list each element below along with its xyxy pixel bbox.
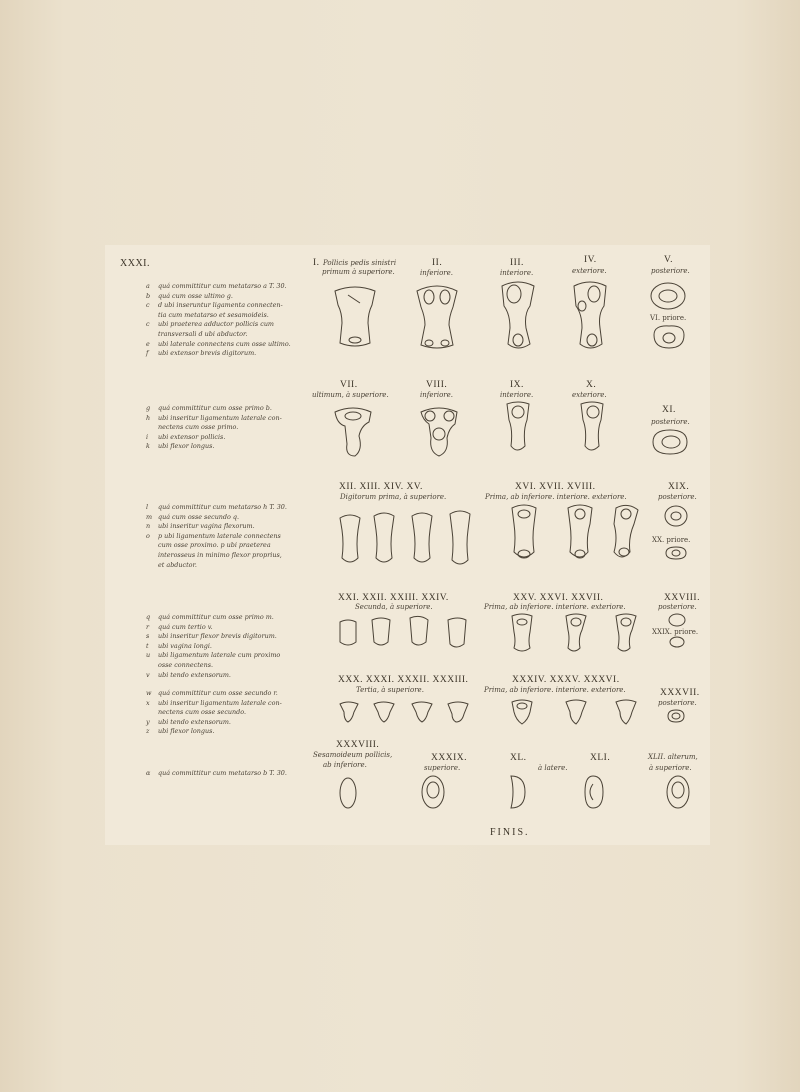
figure-7-caption: ultimum, à superiore.	[312, 391, 389, 399]
legend-key: b	[146, 291, 151, 300]
figure-42-caption-2: à superiore.	[649, 764, 692, 772]
legend-row	[146, 320, 291, 330]
figure-9-bone	[503, 400, 533, 455]
row-5-bones	[338, 700, 473, 726]
legend-row	[146, 699, 282, 709]
legend-row	[146, 651, 280, 661]
figure-2-caption: inferiore.	[420, 269, 453, 277]
legend-text: ubi flexor longus.	[158, 727, 215, 736]
figure-40-number: XL.	[510, 753, 527, 763]
figure-8-caption: inferiore.	[420, 391, 453, 399]
legend-text: tia cum metatarso et sesamoideis.	[158, 310, 269, 319]
row-4b-numbers: XXV. XXVI. XXVII.	[513, 593, 604, 603]
legend-key: r	[146, 622, 150, 631]
figure-37-caption: posteriore.	[658, 699, 697, 707]
figure-8-number: VIII.	[426, 380, 448, 390]
figure-20-bone	[664, 545, 688, 561]
legend-block	[146, 769, 287, 779]
row-3b-bones	[510, 504, 640, 564]
legend-key: g	[146, 404, 151, 412]
figure-11-number: XI.	[662, 405, 676, 415]
legend-text: quá cum osse ultimo g.	[158, 291, 233, 300]
row-4b-bones	[510, 612, 640, 654]
figure-1-number: I.	[313, 258, 320, 268]
legend-block	[146, 282, 291, 359]
legend-row	[146, 613, 280, 623]
legend-row	[146, 330, 291, 340]
figure-38-caption-2: ab inferiore.	[323, 761, 367, 769]
legend-key: x	[146, 698, 150, 707]
legend-row	[146, 282, 291, 292]
legend-text: ubi inseritur flexor brevis digitorum.	[158, 632, 277, 641]
row-5b-caption: Prima, ab inferiore. interiore. exteriore.	[484, 686, 626, 694]
legend-row	[146, 349, 291, 359]
row-3-caption: Digitorum prima, à superiore.	[340, 493, 447, 501]
legend-row	[146, 642, 280, 652]
legend-text: cum osse proximo. p ubi praeterea	[158, 541, 271, 550]
legend-key: h	[146, 413, 151, 422]
legend-row	[146, 522, 287, 532]
legend-text: ubi extensor brevis digitorum.	[158, 349, 257, 358]
figure-10-number: X.	[586, 380, 597, 390]
figure-42-bone	[665, 774, 691, 810]
legend-row	[146, 433, 282, 443]
legend-text: ubi praeterea adductor pollicis cum	[158, 320, 274, 329]
legend-text: p ubi ligamentum laterale connectens	[158, 531, 281, 540]
legend-row	[146, 340, 291, 350]
figure-7-bone	[333, 404, 373, 459]
legend-key: f	[146, 349, 149, 358]
legend-text: quá cum osse secundo q.	[158, 512, 240, 521]
figure-10-caption: exteriore.	[572, 391, 607, 399]
figure-38-bone	[338, 776, 358, 810]
legend-block	[146, 613, 280, 680]
legend-row	[146, 541, 287, 551]
figure-19-caption: posteriore.	[658, 493, 697, 501]
legend-text: quá committitur cum metatarso b T. 30.	[158, 769, 287, 777]
legend-text: ubi vagina longi.	[158, 641, 212, 650]
legend-key: c	[146, 320, 150, 329]
legend-text: ubi inseritur ligamentum laterale con-	[158, 698, 282, 707]
legend-text: ubi tendo extensorum.	[158, 717, 231, 726]
row-5b-numbers: XXXIV. XXXV. XXXVI.	[512, 675, 620, 685]
legend-text: nectens cum osse primo.	[158, 423, 239, 432]
figure-6-caption: VI. priore.	[650, 314, 687, 322]
figure-3-bone	[498, 280, 538, 352]
legend-text: nectens cum osse secundo.	[158, 708, 246, 717]
legend-row	[146, 292, 291, 302]
row-3-numbers: XII. XIII. XIV. XV.	[339, 482, 423, 492]
figure-3-number: III.	[510, 258, 524, 268]
legend-row	[146, 551, 287, 561]
legend-text: ubi inseritur ligamentum laterale con-	[158, 413, 282, 422]
row-3-bones	[338, 510, 483, 568]
figure-9-number: IX.	[510, 380, 524, 390]
figure-38-caption: Sesamoideum pollicis,	[313, 751, 393, 759]
plate-number: XXXI.	[120, 258, 150, 269]
legend-key: k	[146, 442, 150, 451]
figure-41-number: XLI.	[590, 753, 611, 763]
legend-key: o	[146, 531, 150, 540]
legend-key: e	[146, 339, 150, 348]
figure-9-caption: interiore.	[500, 391, 534, 399]
figure-1-caption: Pollicis pedis sinistri	[323, 259, 397, 267]
legend-key: n	[146, 522, 151, 531]
figure-11-caption: posteriore.	[651, 418, 690, 426]
legend-key: t	[146, 641, 149, 650]
legend-key: a	[146, 282, 150, 290]
legend-text: quá cum tertio v.	[158, 622, 213, 631]
legend-key: q	[146, 613, 151, 621]
legend-key: u	[146, 651, 151, 660]
figure-29-caption: XXIX. priore.	[652, 628, 699, 636]
legend-text: quá committitur cum osse secundo r.	[158, 689, 278, 697]
legend-block	[146, 503, 287, 570]
figure-28-number: XXVIII.	[664, 593, 700, 603]
figure-2-number: II.	[432, 258, 443, 268]
legend-text: quá committitur cum metatarso h T. 30.	[158, 503, 287, 511]
figure-37-number: XXXVII.	[660, 688, 700, 698]
figure-1-bone	[330, 283, 380, 353]
legend-key: i	[146, 432, 149, 441]
legend-text: transversali d ubi abductor.	[158, 329, 248, 338]
figure-20-caption: XX. priore.	[652, 536, 691, 544]
figure-39-bone	[420, 774, 446, 810]
legend-text: d ubi inseruntur ligamenta connecten-	[158, 301, 283, 310]
row-4b-caption: Prima, ab inferiore. interiore. exteriore.	[484, 603, 626, 611]
legend-row	[146, 503, 287, 513]
figure-10-bone	[577, 400, 607, 455]
figure-28-29-bones	[667, 612, 687, 652]
legend-key: s	[146, 632, 150, 641]
row-3b-numbers: XVI. XVII. XVIII.	[515, 482, 596, 492]
legend-row	[146, 442, 282, 452]
figure-37-bone	[666, 708, 686, 724]
figure-19-bone	[663, 504, 689, 528]
figure-40-bone	[507, 774, 527, 810]
row-4-caption: Secunda, à superiore.	[355, 603, 433, 611]
legend-text: interosseus in minimo flexor proprius,	[158, 550, 282, 559]
figure-42-caption: XLII. alterum,	[648, 753, 698, 761]
legend-text: ubi ligamentum laterale cum proximo	[158, 651, 281, 660]
legend-key: m	[146, 512, 153, 521]
figure-39-caption: superiore.	[424, 764, 461, 772]
figure-40-41-caption: à latere.	[538, 764, 568, 772]
legend-row	[146, 661, 280, 671]
legend-row	[146, 671, 280, 681]
row-4-bones	[338, 614, 473, 650]
row-3b-caption: Prima, ab inferiore. interiore. exteriore.	[485, 493, 627, 501]
legend-text: quá committitur cum metatarso a T. 30.	[158, 282, 287, 290]
figure-3-caption: interiore.	[500, 269, 534, 277]
figure-2-bone	[413, 283, 461, 353]
legend-key: w	[146, 689, 152, 697]
legend-row	[146, 727, 282, 737]
legend-row	[146, 623, 280, 633]
legend-row	[146, 414, 282, 424]
legend-row	[146, 689, 282, 699]
finis-label: FINIS.	[490, 827, 530, 838]
legend-key: v	[146, 670, 150, 679]
figure-4-number: IV.	[584, 255, 597, 265]
legend-key: l	[146, 503, 149, 511]
figure-28-caption: posteriore.	[658, 603, 697, 611]
figure-5-caption: posteriore.	[651, 267, 690, 275]
legend-row	[146, 632, 280, 642]
legend-row	[146, 301, 291, 311]
legend-key: y	[146, 717, 150, 726]
figure-41-bone	[583, 774, 605, 810]
legend-text: ubi inseritur vagina flexorum.	[158, 522, 255, 531]
figure-19-number: XIX.	[668, 482, 690, 492]
legend-row	[146, 311, 291, 321]
figure-38-number: XXXVIII.	[336, 740, 380, 750]
legend-row	[146, 769, 287, 779]
legend-row	[146, 708, 282, 718]
legend-row	[146, 404, 282, 414]
figure-1-caption-2: primum à superiore.	[322, 268, 395, 276]
legend-key: z	[146, 727, 150, 736]
legend-row	[146, 532, 287, 542]
row-4-numbers: XXI. XXII. XXIII. XXIV.	[338, 593, 449, 603]
row-5-numbers: XXX. XXXI. XXXII. XXXIII.	[338, 675, 469, 685]
figure-4-bone	[570, 280, 610, 352]
row-5b-bones	[510, 698, 640, 728]
legend-text: et abductor.	[158, 560, 197, 569]
figure-39-number: XXXIX.	[431, 753, 467, 763]
legend-row	[146, 513, 287, 523]
legend-row	[146, 423, 282, 433]
legend-block	[146, 404, 282, 452]
legend-block	[146, 689, 282, 737]
legend-text: ubi tendo extensorum.	[158, 670, 231, 679]
legend-text: ubi flexor longus.	[158, 442, 215, 451]
legend-text: osse connectens.	[158, 660, 214, 669]
legend-row	[146, 718, 282, 728]
legend-text: ubi laterale connectens cum osse ultimo.	[158, 339, 291, 348]
legend-key: c	[146, 301, 150, 310]
legend-text: quá committitur cum osse primo m.	[158, 613, 274, 621]
figure-7-number: VII.	[340, 380, 358, 390]
legend-row	[146, 561, 287, 571]
figure-5-bone	[649, 280, 687, 312]
legend-text: quá committitur cum osse primo b.	[158, 404, 272, 412]
figure-4-caption: exteriore.	[572, 267, 607, 275]
legend-key: α	[146, 769, 151, 777]
figure-8-bone	[419, 404, 459, 459]
figure-5-number: V.	[664, 255, 674, 265]
figure-6-bone	[651, 323, 687, 351]
row-5-caption: Tertia, à superiore.	[356, 686, 424, 694]
legend-text: ubi extensor pollicis.	[158, 432, 226, 441]
figure-11-bone	[651, 428, 689, 456]
